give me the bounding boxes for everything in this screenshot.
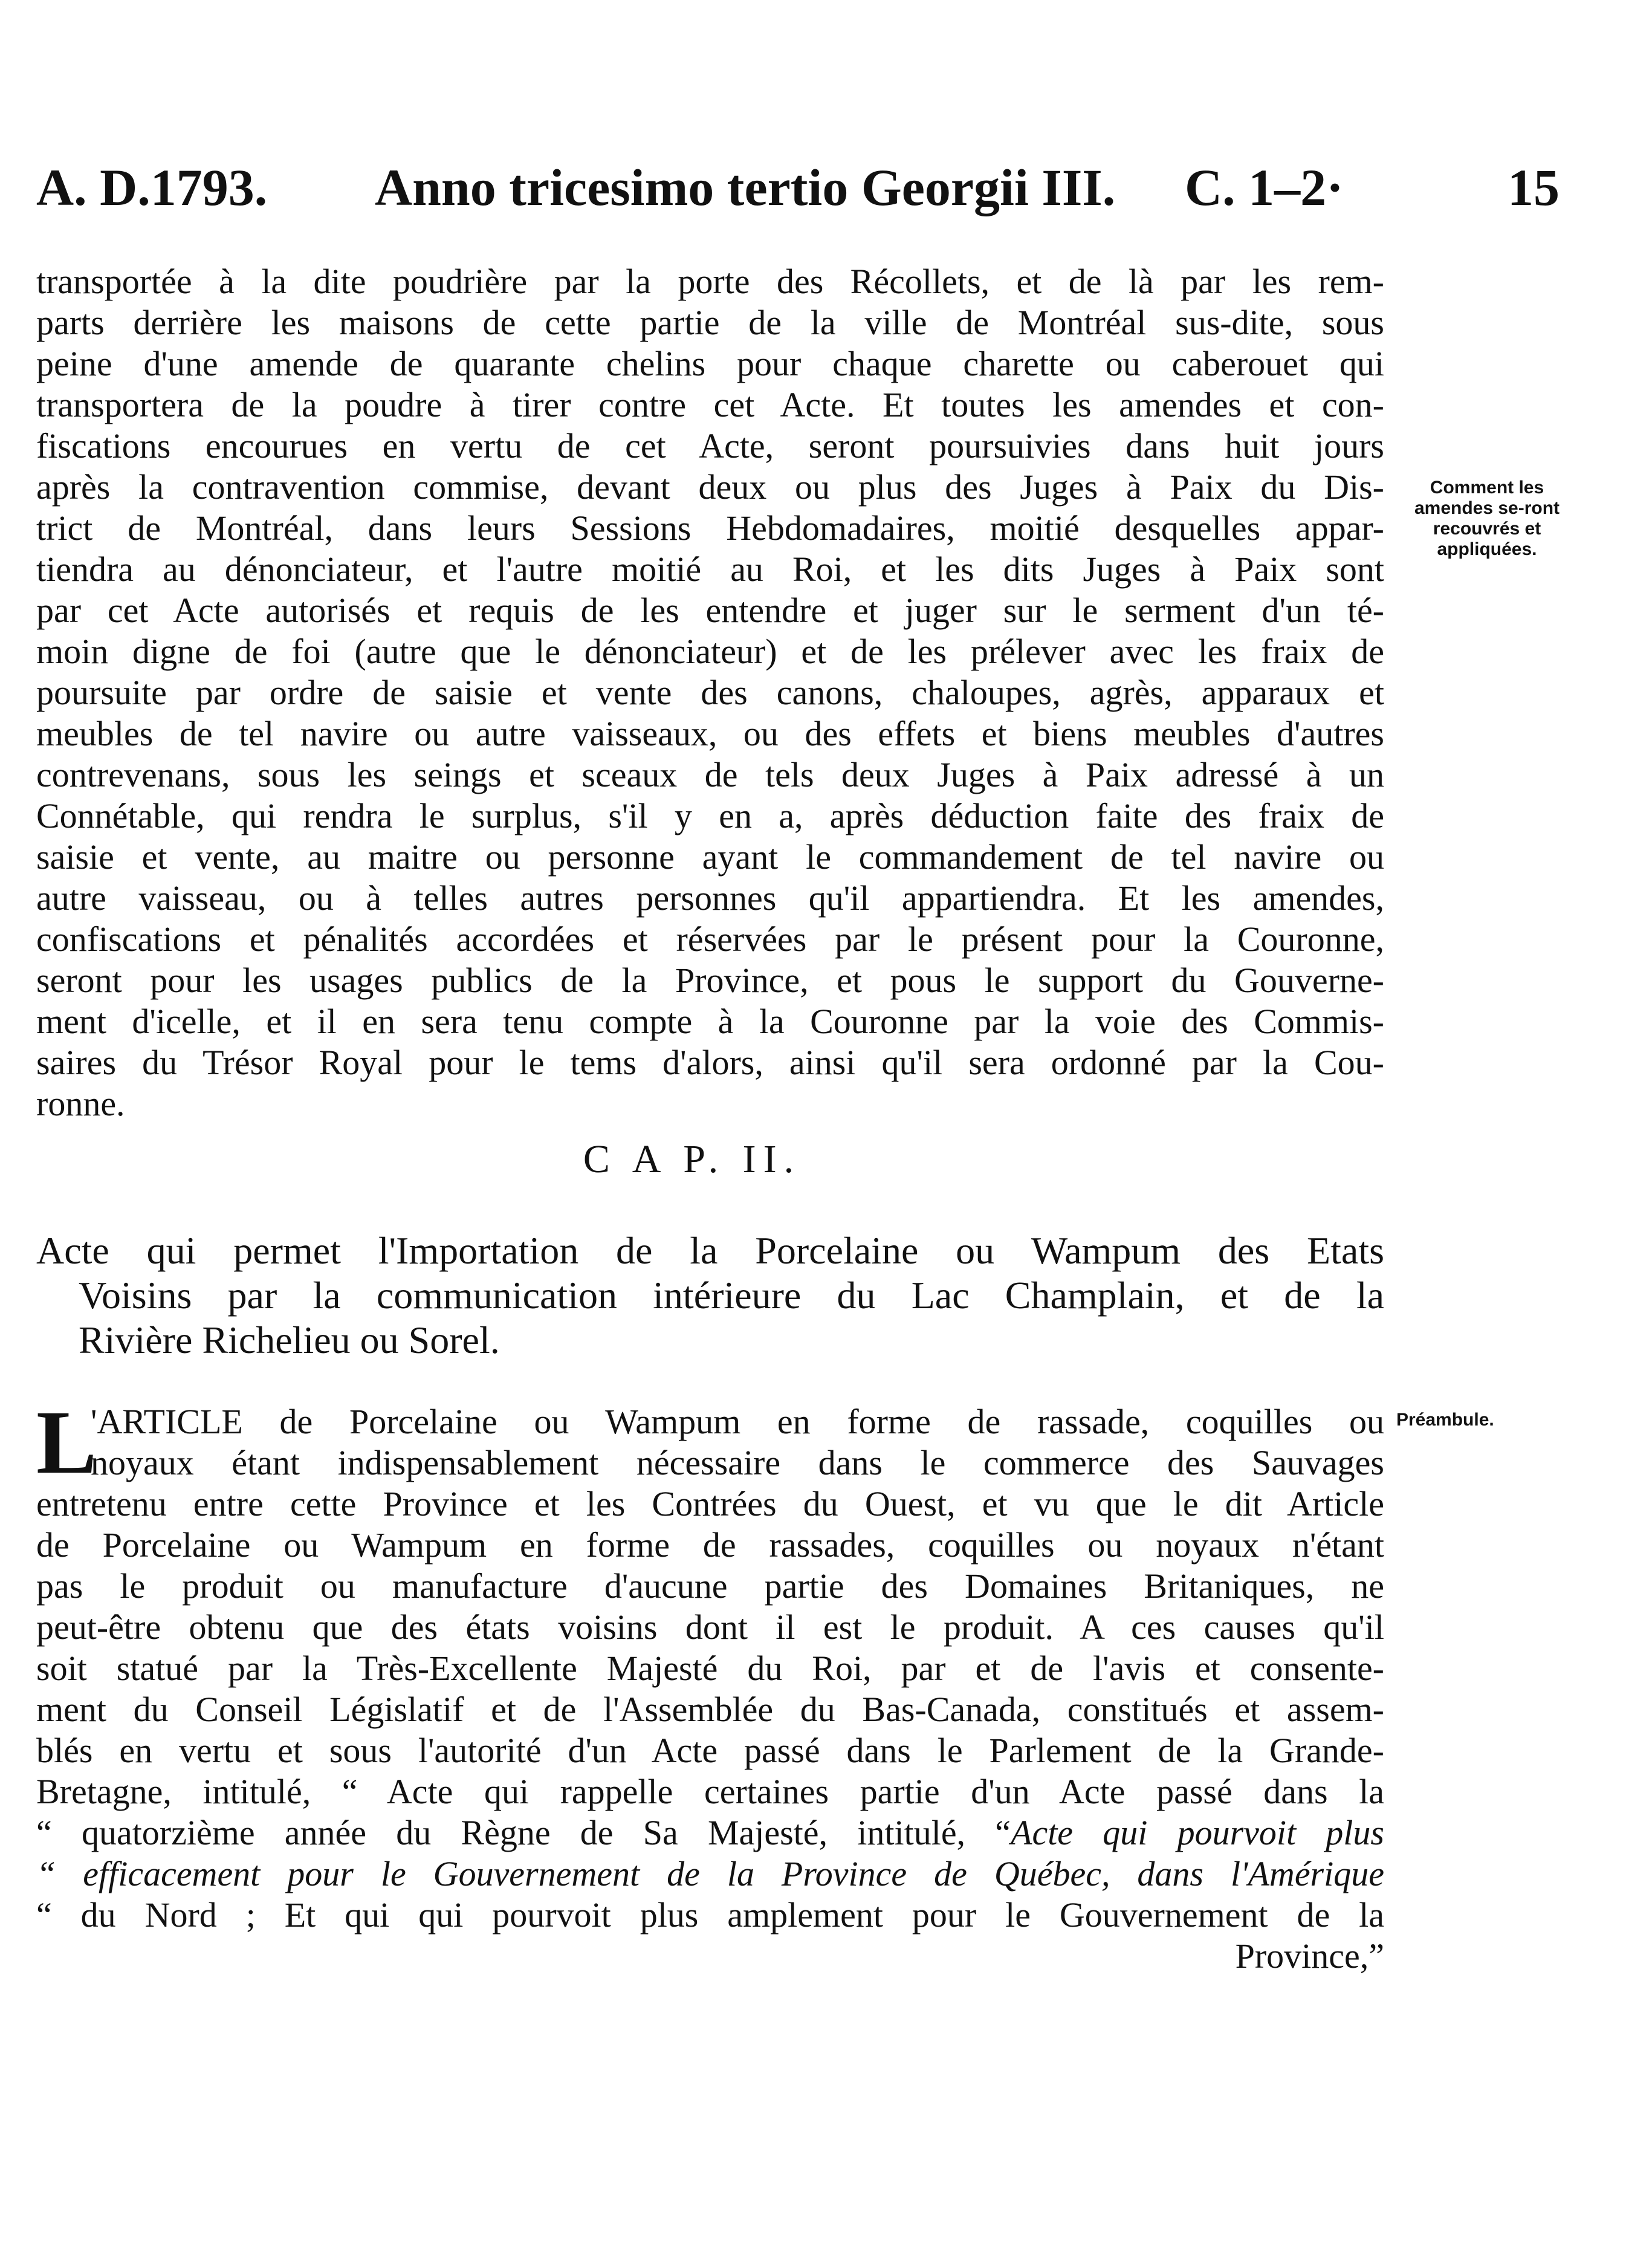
chapter1-continuation bbox=[36, 261, 1384, 1124]
drop-cap: L bbox=[36, 1392, 97, 1493]
text-line: transportera de la poudre à tirer contre cet Acte. Et toutes les amendes et con- bbox=[36, 385, 1384, 424]
text-line: trict de Montréal, dans leurs Sessions Hebdomadaires, moitié desquelles appar- bbox=[36, 508, 1384, 548]
page-number: 15 bbox=[1508, 158, 1560, 216]
running-header bbox=[36, 151, 1560, 224]
header-chapter: C. 1–2· bbox=[1185, 158, 1344, 216]
act-title bbox=[36, 1228, 1384, 1363]
text-line: contrevenans, sous les seings et sceaux de tels deux Juges à Paix adressé à un bbox=[36, 755, 1384, 794]
italic-act-title: Acte qui pourvoit plus bbox=[1011, 1813, 1384, 1852]
text-line: Bretagne, intitulé, “ Acte qui rappelle certaines partie d'un Acte passé dans la bbox=[36, 1772, 1384, 1811]
text-line: parts derrière les maisons de cette partie de la ville de Montréal sus-dite, sous bbox=[36, 303, 1384, 342]
text-line: fiscations encourues en vertu de cet Acte, seront poursuivies dans huit jours bbox=[36, 426, 1384, 465]
text-line: ment du Conseil Législatif et de l'Assemblée du Bas-Canada, constitués et assem- bbox=[36, 1690, 1384, 1729]
text-line: de Porcelaine ou Wampum en forme de rassades, coquilles ou noyaux n'étant bbox=[36, 1525, 1384, 1565]
text-line: moin digne de foi (autre que le dénonciateur) et de les prélever avec les fraix de bbox=[36, 632, 1384, 671]
text-line: seront pour les usages publics de la Province, et pous le support du Gouverne- bbox=[36, 961, 1384, 1000]
text-line-with-italic bbox=[36, 1812, 1384, 1854]
text-line: 'ARTICLE de Porcelaine ou Wampum en forme de rassade, coquilles ou bbox=[91, 1402, 1384, 1441]
chapter-heading: C A P. II. bbox=[583, 1137, 802, 1181]
text-line: pas le produit ou manufacture d'aucune partie des Domaines Britaniques, ne bbox=[36, 1566, 1384, 1606]
text-line: ment d'icelle, et il en sera tenu compte à la Couronne par la voie des Commis- bbox=[36, 1002, 1384, 1041]
act-title-line: Rivière Richelieu ou Sorel. bbox=[79, 1319, 500, 1361]
text-line: saires du Trésor Royal pour le tems d'alors, ainsi qu'il sera ordonné par la Cou- bbox=[36, 1043, 1384, 1082]
text-line: par cet Acte autorisés et requis de les entendre et juger sur le serment d'un té- bbox=[36, 591, 1384, 630]
text-line: peut-être obtenu que des états voisins dont il est le produit. A ces causes qu'il bbox=[36, 1607, 1384, 1647]
act-title-line: Voisins par la communication intérieure du Lac Champlain, et de la bbox=[79, 1274, 1384, 1317]
text-line: Connétable, qui rendra le surplus, s'il y en a, après déduction faite des fraix de bbox=[36, 796, 1384, 835]
text-line: “ efficacement pour le Gouvernement de la Province de Québec, dans l'Amérique bbox=[36, 1854, 1384, 1893]
text-line: soit statué par la Très-Excellente Majesté du Roi, par et de l'avis et consente- bbox=[36, 1649, 1384, 1688]
text-segment: “ quatorzième année du Règne de Sa Majesté, intitulé, “ bbox=[36, 1813, 1011, 1852]
margin-note-penalties: Comment les amendes se-ront recouvrés et appliquées. bbox=[1414, 478, 1560, 559]
text-line: noyaux étant indispensablement nécessaire dans le commerce des Sauvages bbox=[91, 1443, 1384, 1482]
chapter2-body bbox=[36, 1392, 1384, 1977]
text-line: peine d'une amende de quarante chelins pour chaque charette ou caberouet qui bbox=[36, 344, 1384, 383]
text-line: après la contravention commise, devant deux ou plus des Juges à Paix du Dis- bbox=[36, 467, 1384, 507]
text-line: autre vaisseau, ou à telles autres personnes qu'il appartiendra. Et les amendes, bbox=[36, 878, 1384, 918]
text-line: entretenu entre cette Province et les Contrées du Ouest, et vu que le dit Article bbox=[36, 1484, 1384, 1523]
header-year: A. D.1793. bbox=[36, 158, 268, 216]
text-line: poursuite par ordre de saisie et vente des canons, chaloupes, agrès, apparaux et bbox=[36, 673, 1384, 712]
text-line: confiscations et pénalités accordées et réservées par le présent pour la Couronne, bbox=[36, 920, 1384, 959]
text-line: ronne. bbox=[36, 1084, 125, 1123]
act-title-line: Acte qui permet l'Importation de la Porcelaine ou Wampum des Etats bbox=[36, 1229, 1384, 1272]
text-line: transportée à la dite poudrière par la porte des Récollets, et de là par les rem- bbox=[36, 262, 1384, 301]
text-line: meubles de tel navire ou autre vaisseaux, ou des effets et biens meubles d'autres bbox=[36, 714, 1384, 753]
text-line: Province,” bbox=[1235, 1936, 1384, 1976]
text-line: tiendra au dénonciateur, et l'autre moitié au Roi, et les dits Juges à Paix sont bbox=[36, 550, 1384, 589]
margin-note-preamble: Préambule. bbox=[1396, 1410, 1494, 1430]
text-line: blés en vertu et sous l'autorité d'un Acte passé dans le Parlement de la Grande- bbox=[36, 1731, 1384, 1770]
text-line: “ du Nord ; Et qui qui pourvoit plus amplement pour le Gouvernement de la bbox=[36, 1895, 1384, 1935]
header-title: Anno tricesimo tertio Georgii III. bbox=[375, 158, 1116, 216]
text-line: saisie et vente, au maitre ou personne ayant le commandement de tel navire ou bbox=[36, 837, 1384, 877]
